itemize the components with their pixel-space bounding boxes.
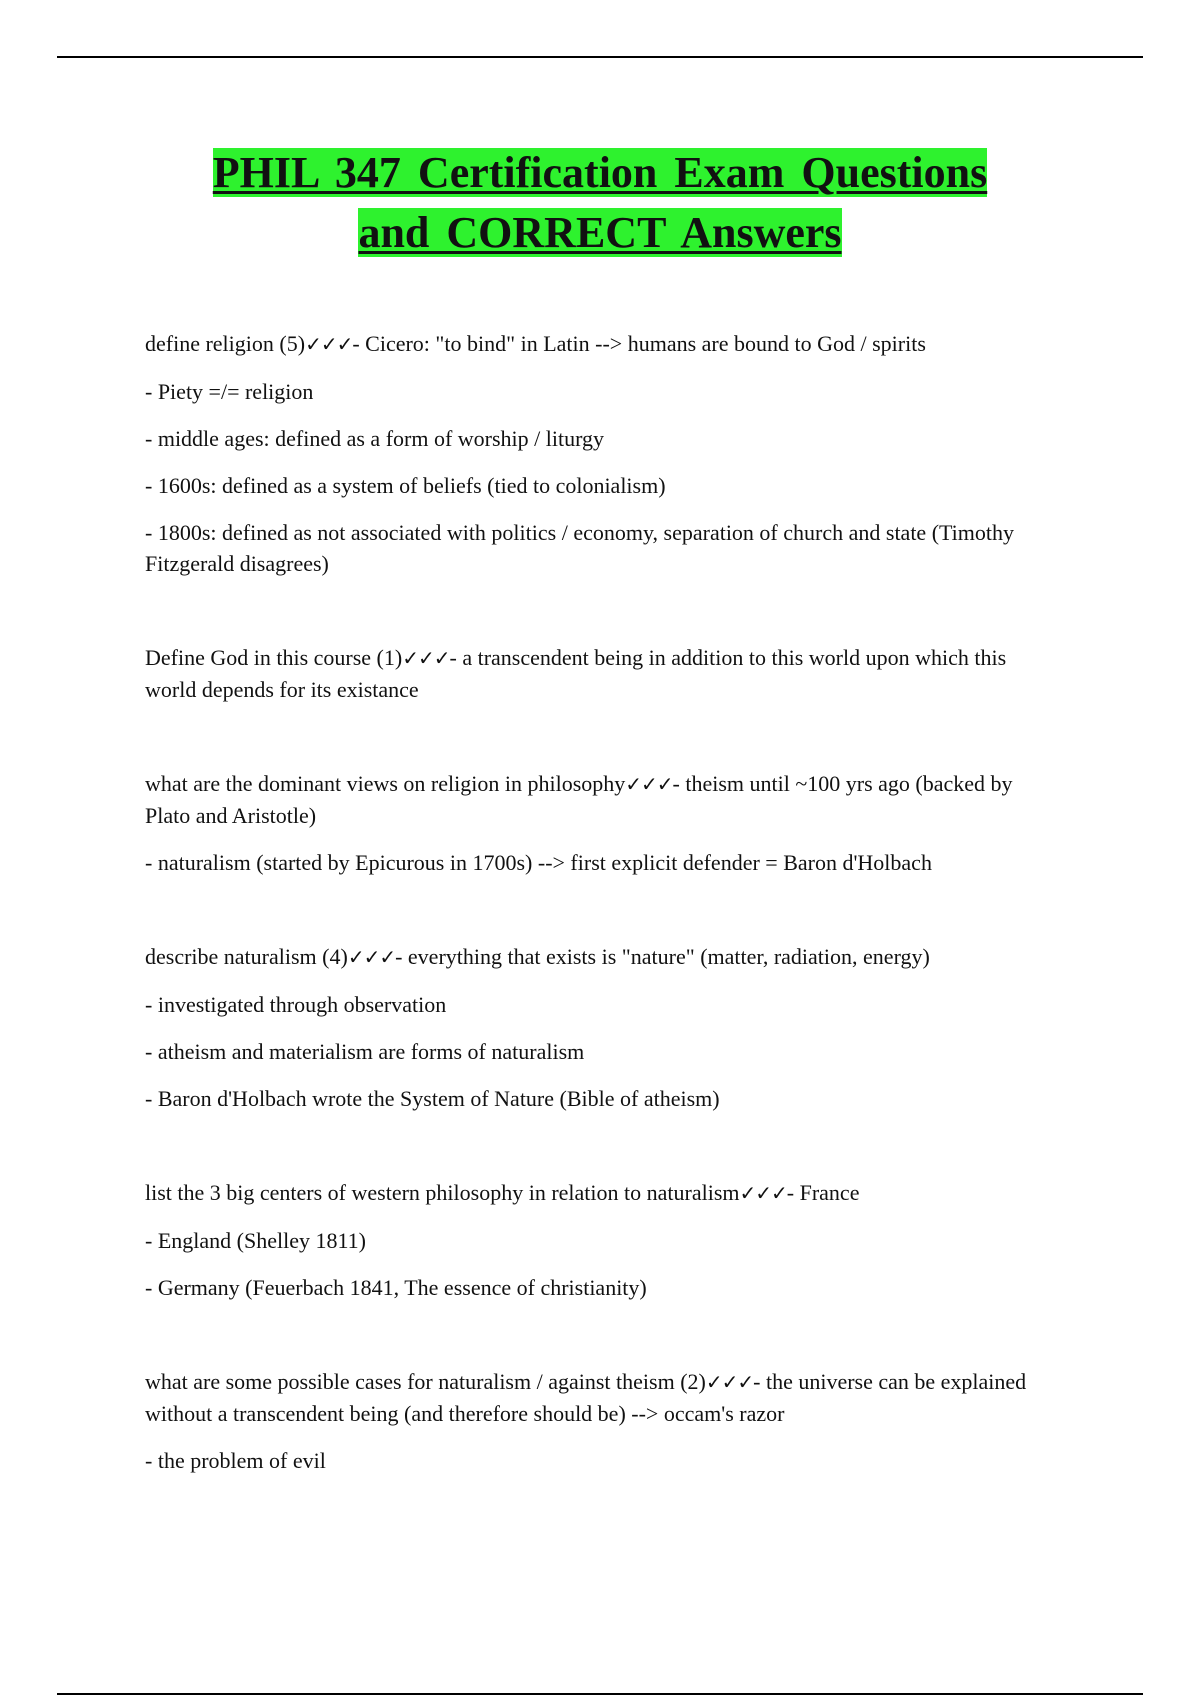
answer-text: - everything that exists is "nature" (matter, radiation, energy) [395, 944, 930, 969]
qa-question-line [145, 768, 1045, 831]
bottom-rule [57, 1693, 1143, 1695]
answer-line: - the problem of evil [145, 1448, 326, 1473]
answer-text: - France [786, 1180, 860, 1205]
answer-line: - Piety =/= religion [145, 379, 314, 404]
answer-line: - England (Shelley 1811) [145, 1228, 366, 1253]
qa-question-line [145, 941, 1045, 973]
question-text: Define God in this course (1) [145, 645, 403, 670]
question-text: list the 3 big centers of western philosophy in relation to naturalism [145, 1180, 740, 1205]
question-text: what are the dominant views on religion in philosophy [145, 771, 626, 796]
check-marks-icon: ✓✓✓ [705, 1370, 754, 1394]
qa-item [145, 1366, 1045, 1476]
question-text: what are some possible cases for naturalism / against theism (2) [145, 1369, 706, 1394]
answer-line: - Germany (Feuerbach 1841, The essence of christianity) [145, 1275, 647, 1300]
title-line-2: and CORRECT Answers [358, 208, 842, 257]
check-marks-icon: ✓✓✓ [305, 332, 353, 356]
answer-text: - theism until ~100 yrs ago (backed by Plato and Aristotle) [145, 771, 1013, 828]
check-marks-icon: ✓✓✓ [625, 772, 673, 796]
question-text: describe naturalism (4) [145, 944, 348, 969]
check-marks-icon: ✓✓✓ [739, 1181, 787, 1205]
qa-question-line [145, 1366, 1045, 1429]
qa-question-line [145, 328, 1045, 360]
check-marks-icon: ✓✓✓ [347, 945, 396, 969]
qa-item [145, 1177, 1045, 1303]
answer-line: - middle ages: defined as a form of worship / liturgy [145, 426, 605, 451]
qa-item [145, 768, 1045, 878]
qa-item [145, 941, 1045, 1114]
document-title [60, 143, 1140, 263]
qa-item [145, 328, 1045, 579]
qa-item [145, 642, 1045, 705]
check-marks-icon: ✓✓✓ [402, 646, 450, 670]
answer-line: - Baron d'Holbach wrote the System of Nature (Bible of atheism) [145, 1086, 720, 1111]
answer-line: - investigated through observation [145, 992, 447, 1017]
answer-text: - Cicero: "to bind" in Latin --> humans are bound to God / spirits [352, 331, 926, 356]
qa-list [145, 328, 1045, 1539]
qa-question-line [145, 1177, 1045, 1209]
question-text: define religion (5) [145, 331, 306, 356]
qa-question-line [145, 642, 1045, 705]
answer-line: - atheism and materialism are forms of naturalism [145, 1039, 585, 1064]
top-rule [57, 56, 1143, 58]
answer-line: - 1800s: defined as not associated with politics / economy, separation of church and state (Timothy Fitzgerald disagrees) [145, 520, 1015, 576]
answer-text: - the universe can be explained without a transcendent being (and therefore should be) --> occam's razor [145, 1369, 1027, 1426]
answer-line: - naturalism (started by Epicurous in 1700s) --> first explicit defender = Baron d'Holbach [145, 850, 932, 875]
answer-line: - 1600s: defined as a system of beliefs (tied to colonialism) [145, 473, 666, 498]
answer-text: - a transcendent being in addition to this world upon which this world depends for its existance [145, 645, 1007, 702]
title-line-1: PHIL 347 Certification Exam Questions [212, 148, 988, 197]
